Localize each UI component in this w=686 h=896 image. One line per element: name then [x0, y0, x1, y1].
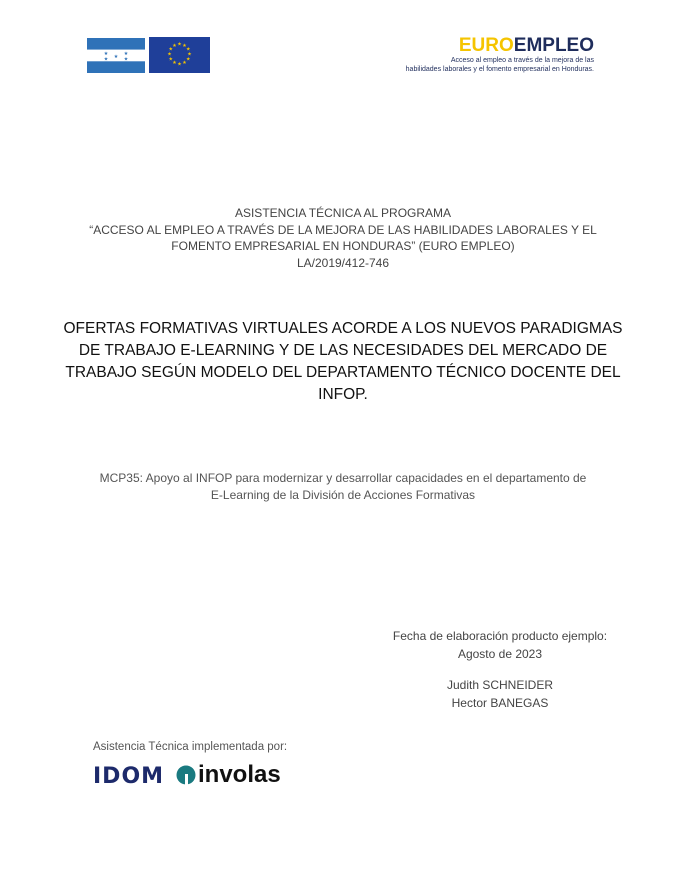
svg-text:★: ★	[185, 56, 191, 63]
idom-logo: IDOM	[93, 764, 165, 789]
program-line-2: “ACCESO AL EMPLEO A TRAVÉS DE LA MEJORA DE LAS HABILIDADES LABORALES Y EL	[89, 222, 597, 237]
svg-text:★: ★	[172, 60, 177, 67]
svg-text:★: ★	[182, 60, 187, 67]
involas-wordmark: involas	[198, 761, 281, 788]
svg-text:★: ★	[168, 56, 174, 63]
subtitle-line-2: E-Learning de la División de Acciones Formativas	[210, 487, 476, 502]
euroempleo-tagline-line1: Acceso al empleo a través de la mejora de las	[450, 57, 594, 64]
eu-flag-icon	[149, 37, 210, 73]
document-subtitle	[60, 470, 626, 503]
svg-text:★: ★	[103, 51, 109, 57]
svg-text:★: ★	[123, 51, 129, 57]
euroempleo-tagline-line2: habilidades laborales y el fomento empresarial en Honduras.	[405, 65, 594, 73]
euroempleo-word-empleo: EMPLEO	[513, 35, 594, 56]
program-line-1: ASISTENCIA TÉCNICA AL PROGRAMA	[234, 206, 452, 220]
honduras-flag-icon	[87, 38, 145, 73]
svg-text:★: ★	[185, 46, 191, 53]
svg-text:★: ★	[168, 46, 174, 53]
svg-text:★: ★	[182, 42, 187, 49]
program-reference: LA/2019/412-746	[296, 255, 390, 270]
honduras-flag-logo	[87, 38, 145, 73]
date-label: Fecha de elaboración producto ejemplo:	[392, 629, 608, 643]
author-2: Hector BANEGAS	[451, 695, 549, 710]
eu-flag-logo	[149, 37, 210, 73]
euroempleo-tagline	[392, 57, 594, 74]
svg-text:★: ★	[177, 61, 182, 68]
subtitle-line-1: MCP35: Apoyo al INFOP para modernizar y desarrollar capacidades en el departamento de	[99, 471, 587, 485]
svg-text:★: ★	[113, 54, 119, 60]
author-1: Judith SCHNEIDER	[446, 678, 554, 692]
svg-text:★: ★	[187, 51, 192, 58]
euroempleo-wordmark	[392, 36, 594, 56]
euroempleo-logo	[392, 36, 594, 74]
svg-text:★: ★	[103, 56, 109, 63]
implemented-by-label: Asistencia Técnica implementada por:	[93, 741, 288, 753]
svg-text:★: ★	[123, 56, 129, 63]
program-heading	[0, 205, 686, 271]
svg-text:★: ★	[177, 41, 182, 48]
title-line-1: OFERTAS FORMATIVAS VIRTUALES ACORDE A LOS NUEVOS PARADIGMAS	[63, 320, 623, 337]
date-value: Agosto de 2023	[457, 646, 543, 661]
document-meta	[380, 628, 620, 712]
involas-logo	[176, 762, 281, 788]
euroempleo-word-euro: EURO	[458, 35, 514, 56]
svg-text:★: ★	[167, 51, 172, 58]
document-title	[60, 318, 626, 406]
program-line-3: FOMENTO EMPRESARIAL EN HONDURAS” (EURO EMPLEO)	[171, 239, 515, 253]
involas-mark-icon	[176, 765, 196, 785]
title-line-3: TRABAJO SEGÚN MODELO DEL DEPARTAMENTO TÉCNICO DOCENTE DEL	[65, 364, 621, 381]
svg-text:★: ★	[172, 42, 177, 49]
title-line-2: DE TRABAJO E-LEARNING Y DE LAS NECESIDADES DEL MERCADO DE	[78, 342, 608, 359]
title-line-4: INFOP.	[318, 386, 368, 403]
